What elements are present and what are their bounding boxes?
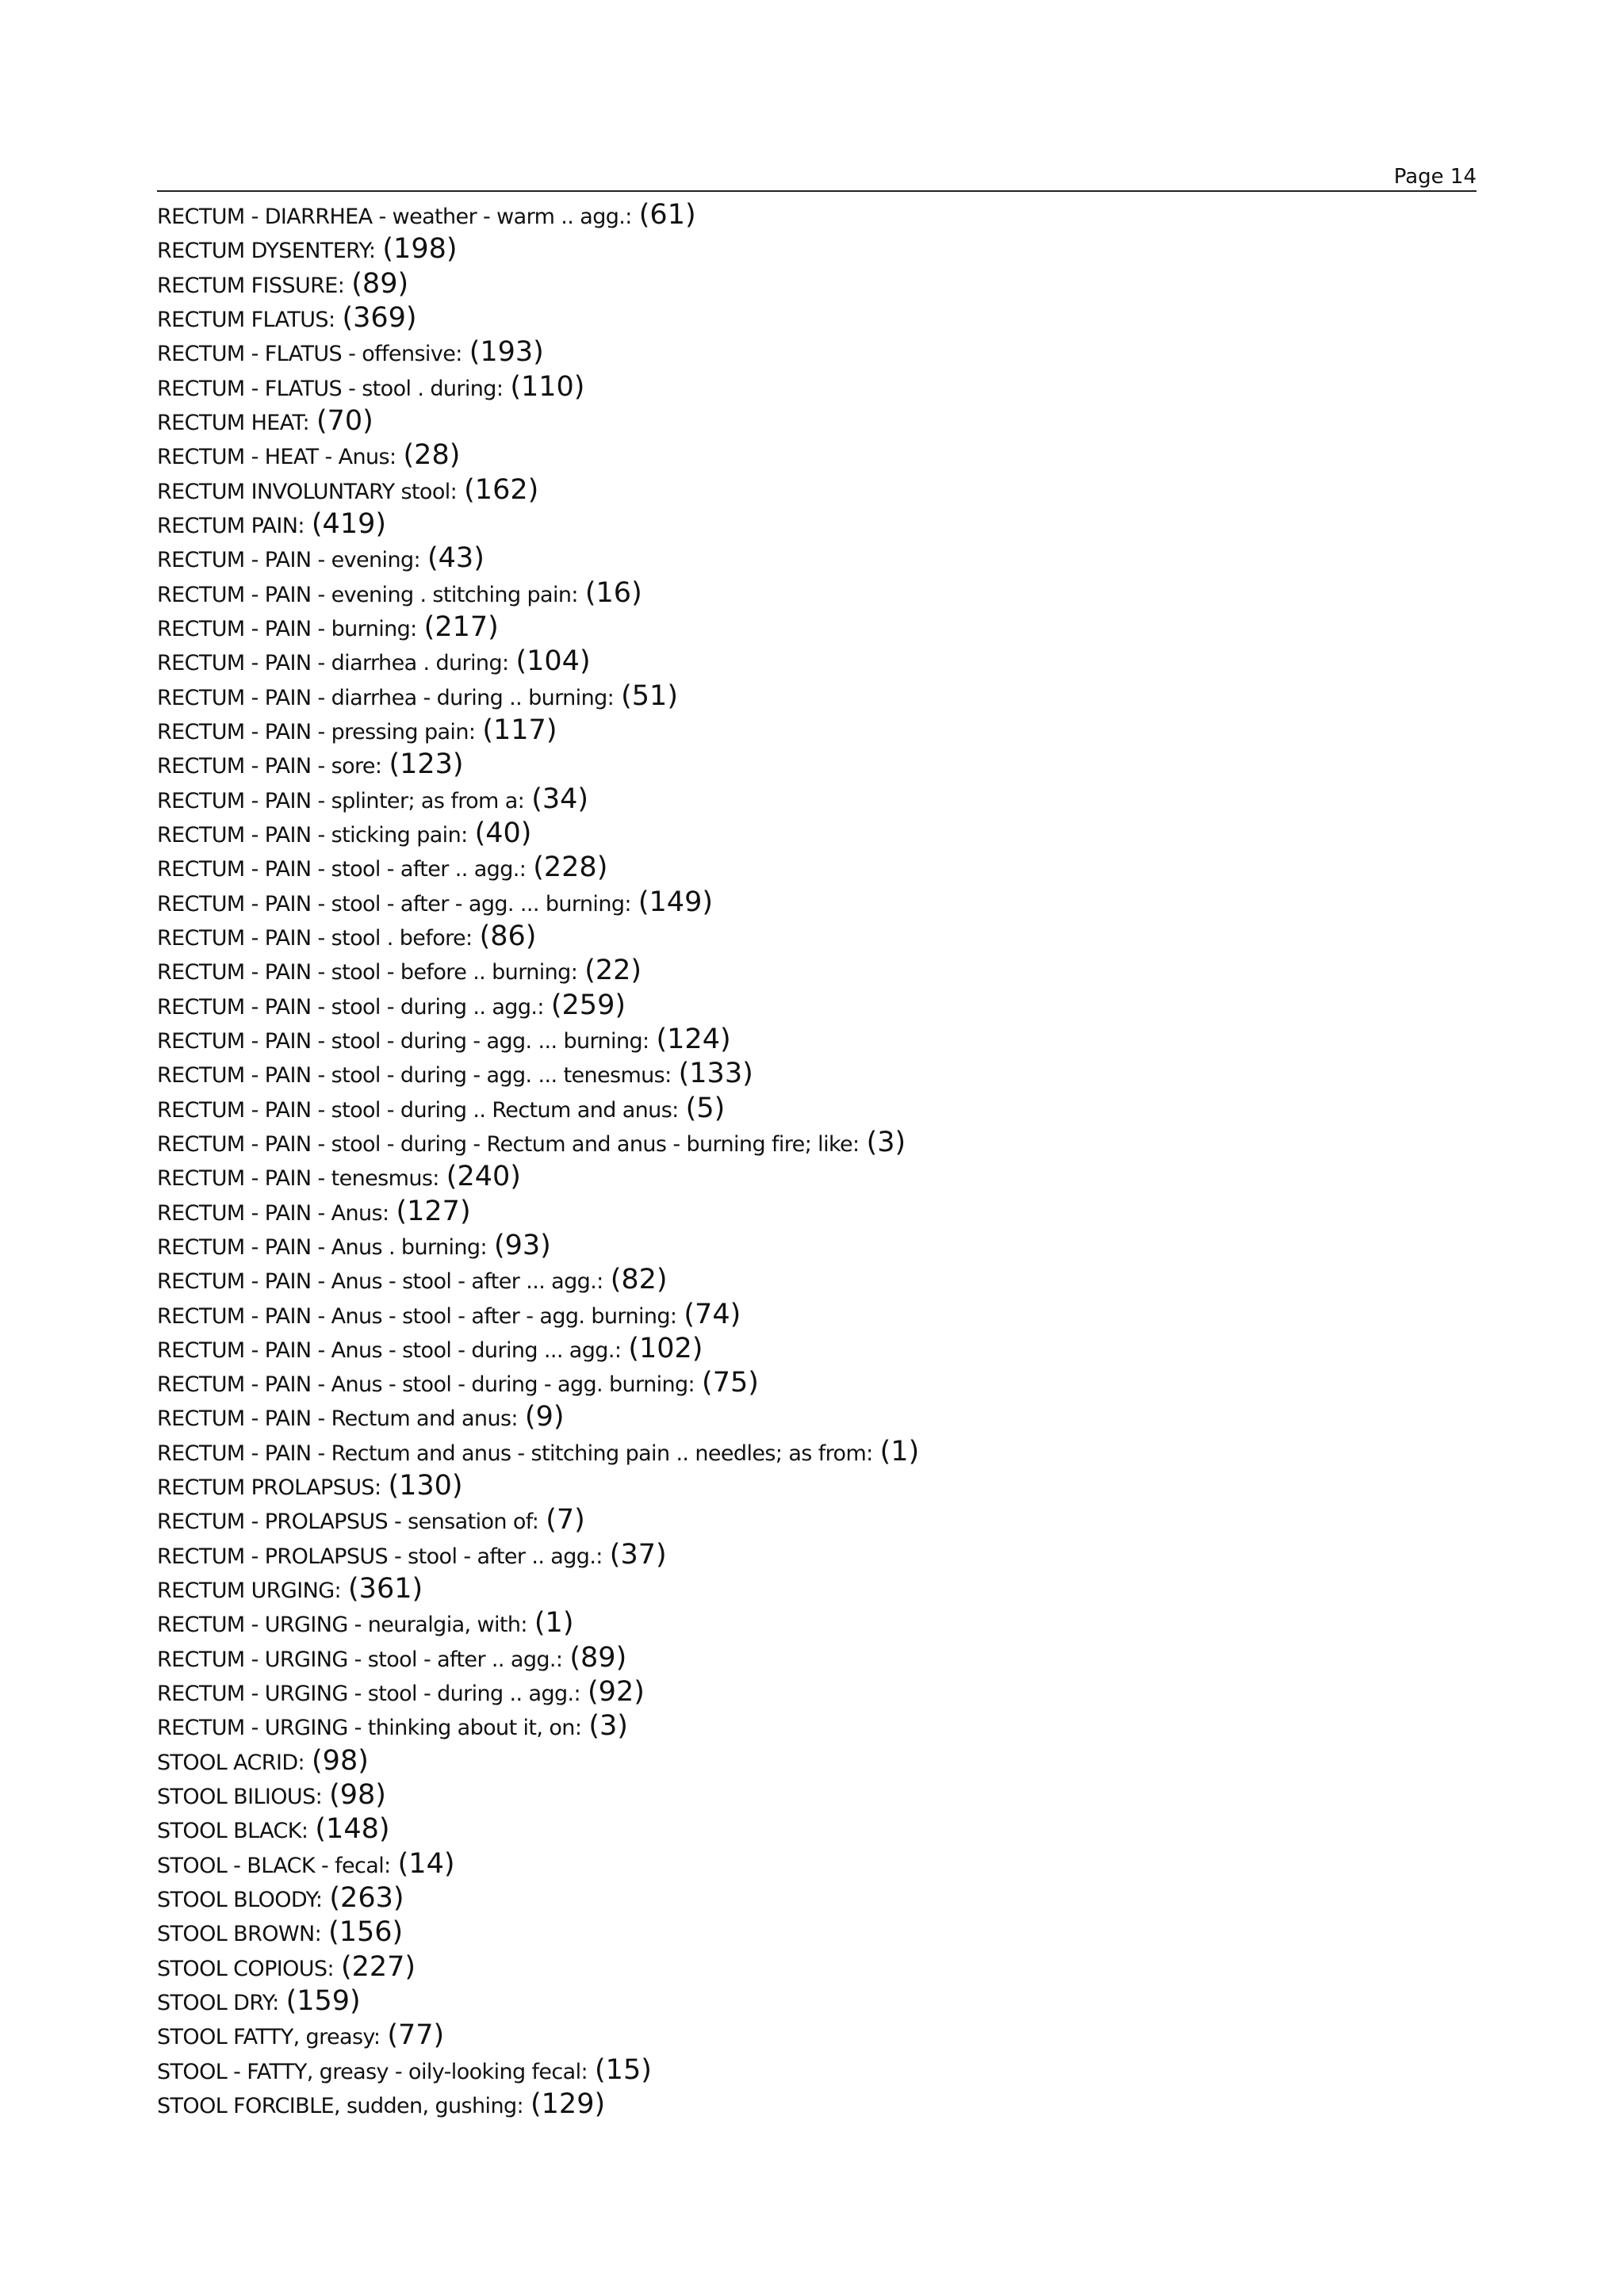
rubric-text: RECTUM - PAIN - evening:: [157, 548, 420, 573]
remedy-count: (148): [315, 1813, 390, 1846]
list-item: [157, 1469, 1477, 1503]
rubric-text: RECTUM - PAIN - diarrhea . during:: [157, 651, 509, 676]
remedy-count: (127): [396, 1195, 471, 1227]
remedy-count: (156): [328, 1916, 404, 1949]
remedy-count: (93): [493, 1229, 551, 1261]
rubric-text: RECTUM - PAIN - stool - during - Rectum and anus - burning fire; like:: [157, 1131, 860, 1157]
list-item: [157, 1606, 1477, 1640]
remedy-count: (162): [464, 473, 539, 506]
rubric-text: RECTUM - PAIN - sore:: [157, 754, 382, 779]
list-item: [157, 1092, 1477, 1126]
rubric-text: RECTUM FLATUS:: [157, 307, 335, 332]
rubric-text: RECTUM - PAIN - sticking pain:: [157, 822, 468, 848]
list-item: [157, 1812, 1477, 1846]
rubric-text: RECTUM - PROLAPSUS - sensation of:: [157, 1510, 539, 1535]
list-item: [157, 954, 1477, 988]
remedy-count: (1): [534, 1607, 574, 1640]
remedy-count: (369): [342, 301, 417, 334]
list-item: [157, 267, 1477, 301]
list-item: [157, 2019, 1477, 2053]
list-item: [157, 1126, 1477, 1160]
remedy-count: (22): [584, 955, 642, 987]
list-item: [157, 1778, 1477, 1812]
remedy-count: (123): [389, 748, 464, 781]
remedy-count: (110): [510, 370, 585, 403]
list-item: [157, 1298, 1477, 1332]
remedy-count: (74): [684, 1298, 741, 1330]
rubric-text: STOOL - BLACK - fecal:: [157, 1853, 391, 1878]
rubric-text: RECTUM - URGING - thinking about it, on:: [157, 1716, 582, 1741]
list-item: [157, 1847, 1477, 1881]
remedy-count: (15): [595, 2053, 652, 2086]
remedy-count: (124): [656, 1023, 731, 1055]
list-item: [157, 576, 1477, 610]
remedy-count: (14): [397, 1847, 455, 1880]
remedy-count: (89): [351, 267, 409, 300]
remedy-count: (149): [638, 886, 713, 918]
list-item: [157, 714, 1477, 748]
list-item: [157, 1881, 1477, 1915]
remedy-count: (1): [879, 1435, 920, 1468]
remedy-count: (198): [382, 233, 458, 266]
rubric-text: RECTUM PROLAPSUS:: [157, 1475, 381, 1501]
rubric-text: RECTUM - PAIN - stool - during .. agg.:: [157, 994, 544, 1020]
list-item: [157, 2087, 1477, 2122]
remedy-count: (77): [387, 2019, 445, 2052]
rubric-text: RECTUM URGING:: [157, 1578, 342, 1604]
remedy-count: (240): [446, 1161, 521, 1193]
rubric-text: RECTUM - PAIN - tenesmus:: [157, 1166, 439, 1192]
list-item: [157, 1538, 1477, 1572]
list-item: [157, 817, 1477, 851]
list-item: [157, 1950, 1477, 1984]
rubric-text: RECTUM - PAIN - evening . stitching pain:: [157, 582, 578, 607]
rubric-text: RECTUM - PAIN - splinter; as from a:: [157, 788, 525, 813]
rubric-list: [157, 198, 1477, 2122]
remedy-count: (92): [588, 1676, 645, 1709]
list-item: [157, 1263, 1477, 1297]
rubric-text: RECTUM - PAIN - stool - before .. burning:: [157, 960, 578, 985]
page-number: Page 14: [1393, 165, 1477, 189]
remedy-count: (217): [423, 610, 499, 643]
remedy-count: (193): [469, 336, 544, 369]
list-item: [157, 610, 1477, 645]
rubric-text: RECTUM - DIARRHEA - weather - warm .. agg.:: [157, 205, 632, 229]
remedy-count: (228): [533, 851, 608, 884]
rubric-text: RECTUM - PAIN - diarrhea - during .. burning:: [157, 685, 615, 710]
remedy-count: (3): [588, 1710, 628, 1743]
rubric-text: RECTUM - PAIN - Rectum and anus:: [157, 1406, 518, 1432]
rubric-text: RECTUM - PROLAPSUS - stool - after .. agg.:: [157, 1544, 603, 1569]
list-item: [157, 1984, 1477, 2019]
rubric-text: STOOL BLACK:: [157, 1819, 308, 1844]
remedy-count: (98): [329, 1779, 386, 1812]
remedy-count: (16): [584, 576, 642, 609]
list-item: [157, 198, 1477, 232]
list-item: [157, 1435, 1477, 1469]
remedy-count: (227): [340, 1950, 416, 1983]
remedy-count: (102): [628, 1332, 703, 1364]
rubric-text: RECTUM INVOLUNTARY stool:: [157, 479, 458, 504]
remedy-count: (86): [479, 920, 537, 952]
remedy-count: (43): [427, 542, 485, 575]
list-item: [157, 748, 1477, 782]
rubric-text: STOOL FATTY, greasy:: [157, 2025, 381, 2050]
rubric-text: STOOL BILIOUS:: [157, 1785, 323, 1810]
list-item: [157, 851, 1477, 885]
rubric-text: RECTUM - PAIN - stool - during - agg. ... tenesmus:: [157, 1063, 672, 1089]
rubric-text: RECTUM FISSURE:: [157, 273, 345, 298]
rubric-text: STOOL BLOODY:: [157, 1888, 323, 1913]
rubric-text: STOOL COPIOUS:: [157, 1956, 334, 1981]
list-item: [157, 1503, 1477, 1537]
list-item: [157, 507, 1477, 541]
remedy-count: (263): [329, 1882, 404, 1915]
list-item: [157, 886, 1477, 920]
list-item: [157, 1160, 1477, 1194]
list-item: [157, 783, 1477, 817]
list-item: [157, 438, 1477, 473]
rubric-text: STOOL FORCIBLE, sudden, gushing:: [157, 2094, 523, 2119]
list-item: [157, 2053, 1477, 2087]
remedy-count: (89): [569, 1641, 627, 1674]
remedy-count: (3): [866, 1126, 906, 1158]
remedy-count: (133): [678, 1058, 753, 1090]
rubric-text: RECTUM - PAIN - Anus - stool - during ... agg.:: [157, 1337, 622, 1363]
list-item: [157, 541, 1477, 576]
list-item: [157, 301, 1477, 335]
remedy-count: (104): [515, 645, 591, 678]
rubric-text: RECTUM - PAIN - burning:: [157, 616, 417, 641]
rubric-text: RECTUM - PAIN - Anus - stool - after ... agg.:: [157, 1269, 603, 1295]
rubric-text: RECTUM - PAIN - pressing pain:: [157, 719, 476, 744]
rubric-text: RECTUM - PAIN - stool - during .. Rectum and anus:: [157, 1097, 679, 1123]
list-item: [157, 473, 1477, 507]
remedy-count: (5): [685, 1092, 726, 1124]
remedy-count: (61): [638, 199, 696, 231]
list-item: [157, 1332, 1477, 1366]
remedy-count: (28): [403, 439, 461, 472]
remedy-count: (98): [312, 1744, 369, 1777]
list-item: [157, 679, 1477, 714]
list-item: [157, 1195, 1477, 1229]
rubric-text: STOOL - FATTY, greasy - oily-looking fecal:: [157, 2059, 588, 2084]
rubric-text: RECTUM HEAT:: [157, 410, 309, 435]
remedy-count: (419): [311, 507, 387, 540]
rubric-text: RECTUM - PAIN - stool . before:: [157, 925, 473, 951]
list-item: [157, 989, 1477, 1023]
rubric-text: RECTUM - HEAT - Anus:: [157, 445, 396, 470]
rubric-text: RECTUM - PAIN - Anus:: [157, 1200, 389, 1226]
remedy-count: (34): [531, 783, 589, 815]
rubric-text: RECTUM - PAIN - stool - after - agg. ... burning:: [157, 891, 631, 916]
rubric-text: RECTUM PAIN:: [157, 513, 304, 538]
list-item: [157, 1057, 1477, 1091]
list-item: [157, 1675, 1477, 1709]
remedy-count: (159): [285, 1985, 361, 2018]
remedy-count: (75): [702, 1367, 759, 1399]
list-item: [157, 1366, 1477, 1400]
list-item: [157, 335, 1477, 369]
remedy-count: (82): [610, 1264, 668, 1296]
remedy-count: (7): [546, 1504, 585, 1536]
list-item: [157, 1915, 1477, 1950]
remedy-count: (117): [482, 714, 557, 746]
remedy-count: (9): [524, 1401, 565, 1433]
remedy-count: (70): [316, 404, 373, 437]
list-item: [157, 1641, 1477, 1675]
list-item: [157, 1229, 1477, 1263]
rubric-text: RECTUM DYSENTERY:: [157, 239, 376, 264]
remedy-count: (51): [621, 679, 678, 712]
list-item: [157, 1572, 1477, 1606]
rubric-text: RECTUM - FLATUS - offensive:: [157, 342, 462, 367]
rubric-text: RECTUM - PAIN - Anus - stool - during - agg. burning:: [157, 1372, 695, 1398]
list-item: [157, 232, 1477, 266]
rubric-text: RECTUM - PAIN - Anus . burning:: [157, 1234, 487, 1260]
remedy-count: (129): [530, 2088, 606, 2121]
list-item: [157, 1709, 1477, 1743]
page-header: [157, 157, 1477, 192]
rubric-text: RECTUM - PAIN - stool - after .. agg.:: [157, 857, 527, 882]
rubric-text: RECTUM - FLATUS - stool . during:: [157, 376, 504, 401]
rubric-text: STOOL BROWN:: [157, 1922, 322, 1947]
remedy-count: (40): [474, 817, 532, 849]
rubric-text: STOOL ACRID:: [157, 1750, 305, 1775]
list-item: [157, 1744, 1477, 1778]
rubric-text: STOOL DRY:: [157, 1991, 279, 2016]
rubric-text: RECTUM - PAIN - Rectum and anus - stitching pain .. needles; as from:: [157, 1441, 873, 1466]
remedy-count: (130): [388, 1470, 463, 1502]
list-item: [157, 370, 1477, 404]
remedy-count: (361): [348, 1573, 423, 1605]
list-item: [157, 1400, 1477, 1434]
remedy-count: (37): [609, 1538, 667, 1571]
rubric-text: RECTUM - URGING - stool - during .. agg.:: [157, 1682, 581, 1707]
rubric-text: RECTUM - PAIN - Anus - stool - after - agg. burning:: [157, 1303, 677, 1329]
list-item: [157, 645, 1477, 679]
list-item: [157, 1023, 1477, 1057]
list-item: [157, 920, 1477, 954]
rubric-text: RECTUM - PAIN - stool - during - agg. ... burning:: [157, 1028, 649, 1054]
list-item: [157, 404, 1477, 438]
remedy-count: (259): [550, 989, 626, 1021]
rubric-text: RECTUM - URGING - stool - after .. agg.:: [157, 1647, 563, 1672]
rubric-text: RECTUM - URGING - neuralgia, with:: [157, 1613, 527, 1638]
